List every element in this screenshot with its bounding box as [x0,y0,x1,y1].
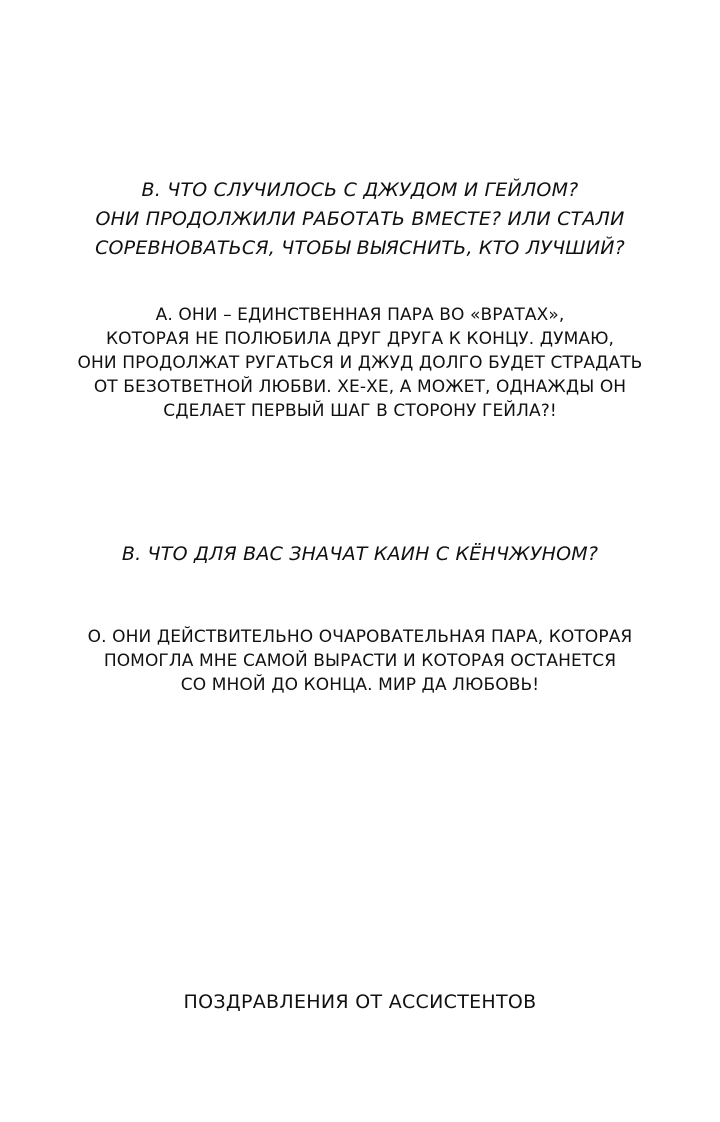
answer-1-line-5: СДЕЛАЕТ ПЕРВЫЙ ШАГ В СТОРОНУ ГЕЙЛА?! [163,401,557,421]
answer-2-line-2: ПОМОГЛА МНЕ САМОЙ ВЫРАСТИ И КОТОРАЯ ОСТАНЕТСЯ [103,651,617,671]
question-1 [0,176,720,263]
question-2-line-1: В. ЧТО ДЛЯ ВАС ЗНАЧАТ КАИН С КЁНЧЖУНОМ? [121,543,599,565]
question-2 [0,540,720,569]
answer-2 [0,625,720,697]
answer-1 [0,303,720,423]
question-1-line-1: В. ЧТО СЛУЧИЛОСЬ С ДЖУДОМ И ГЕЙЛОМ? [141,179,579,201]
section-heading-text: ПОЗДРАВЛЕНИЯ ОТ АССИСТЕНТОВ [183,991,537,1013]
answer-2-line-1: О. ОНИ ДЕЙСТВИТЕЛЬНО ОЧАРОВАТЕЛЬНАЯ ПАРА, КОТОРАЯ [87,627,633,647]
answer-1-line-4: ОТ БЕЗОТВЕТНОЙ ЛЮБВИ. ХЕ-ХЕ, А МОЖЕТ, ОДНАЖДЫ ОН [93,377,627,397]
answer-1-line-1: А. ОНИ – ЕДИНСТВЕННАЯ ПАРА ВО «ВРАТАХ», [155,305,565,325]
question-1-line-3: СОРЕВНОВАТЬСЯ, ЧТОБЫ ВЫЯСНИТЬ, КТО ЛУЧШИЙ? [95,237,625,259]
question-1-line-2: ОНИ ПРОДОЛЖИЛИ РАБОТАТЬ ВМЕСТЕ? ИЛИ СТАЛИ [95,208,625,230]
answer-1-line-3: ОНИ ПРОДОЛЖАТ РУГАТЬСЯ И ДЖУД ДОЛГО БУДЕТ СТРАДАТЬ [77,353,643,373]
section-heading [0,989,720,1015]
answer-1-line-2: КОТОРАЯ НЕ ПОЛЮБИЛА ДРУГ ДРУГА К КОНЦУ. ДУМАЮ, [105,329,615,349]
answer-2-line-3: СО МНОЙ ДО КОНЦА. МИР ДА ЛЮБОВЬ! [180,675,540,695]
